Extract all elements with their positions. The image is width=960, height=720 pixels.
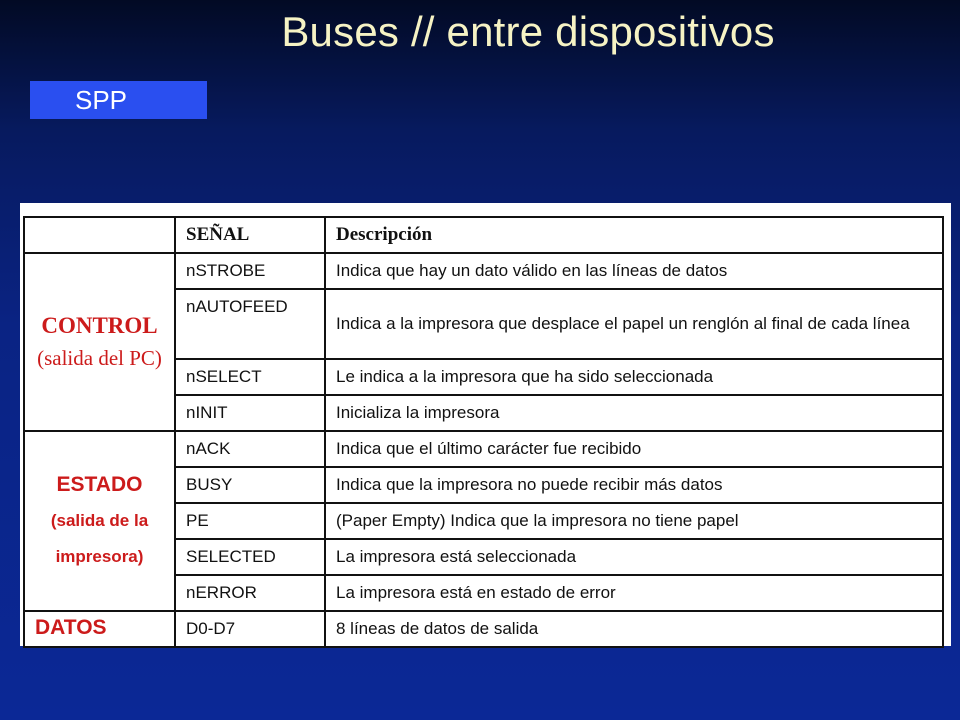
description-cell: La impresora está en estado de error <box>325 575 943 611</box>
group-subtitle: (salida de la impresora) <box>50 511 149 566</box>
slide-title: Buses // entre dispositivos <box>281 8 775 55</box>
description-cell: 8 líneas de datos de salida <box>325 611 943 647</box>
table-row <box>24 431 943 467</box>
group-name: ESTADO <box>56 473 143 496</box>
signal-cell: nSTROBE <box>175 253 325 289</box>
group-cell-estado <box>24 431 175 611</box>
table-row <box>24 253 943 289</box>
header-signal: SEÑAL <box>175 217 325 253</box>
signal-table <box>23 216 944 648</box>
description-cell: Indica que hay un dato válido en las líneas de datos <box>325 253 943 289</box>
description-cell: Indica que la impresora no puede recibir más datos <box>325 467 943 503</box>
group-cell-datos: DATOS <box>24 611 175 647</box>
group-subtitle: (salida del PC) <box>37 346 162 370</box>
signal-cell: PE <box>175 503 325 539</box>
signal-cell: nINIT <box>175 395 325 431</box>
description-cell: Indica que el último carácter fue recibido <box>325 431 943 467</box>
table-header-row <box>24 217 943 253</box>
signal-cell: nAUTOFEED <box>175 289 325 359</box>
description-cell: (Paper Empty) Indica que la impresora no tiene papel <box>325 503 943 539</box>
group-cell-control <box>24 253 175 431</box>
description-cell: La impresora está seleccionada <box>325 539 943 575</box>
group-name: CONTROL <box>41 313 158 338</box>
description-cell: Inicializa la impresora <box>325 395 943 431</box>
header-group <box>24 217 175 253</box>
table-row <box>24 611 943 647</box>
section-label: SPP <box>30 81 207 119</box>
signal-cell: nERROR <box>175 575 325 611</box>
signal-cell: nACK <box>175 431 325 467</box>
signal-cell: nSELECT <box>175 359 325 395</box>
signal-cell: D0-D7 <box>175 611 325 647</box>
signal-cell: SELECTED <box>175 539 325 575</box>
description-cell: Le indica a la impresora que ha sido seleccionada <box>325 359 943 395</box>
signal-cell: BUSY <box>175 467 325 503</box>
description-cell: Indica a la impresora que desplace el papel un renglón al final de cada línea <box>325 289 943 359</box>
table-panel <box>20 203 951 646</box>
header-description: Descripción <box>325 217 943 253</box>
